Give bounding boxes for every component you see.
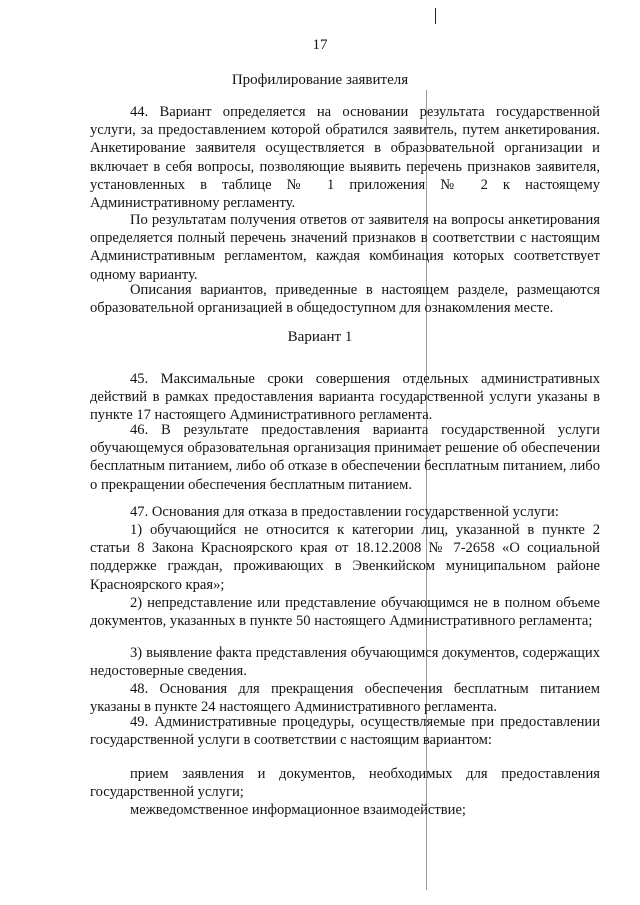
section-heading-variant-1: Вариант 1 bbox=[287, 329, 353, 345]
paragraph-48: 48. Основания для прекращения обеспечения бесплатным питанием указаны в пункте 24 настоящего Административного регламента. bbox=[90, 681, 600, 716]
paragraph-descriptions: Описания вариантов, приведенные в настоящем разделе, размещаются образовательной организацией в общедоступном для ознакомления месте. bbox=[90, 282, 600, 317]
paragraph-47: 47. Основания для отказа в предоставлении государственной услуги: bbox=[130, 504, 559, 520]
scan-line-top bbox=[435, 8, 436, 24]
paragraph-44: 44. Вариант определяется на основании результата государственной услуги, за предоставлением которой обратился заявитель, путем анкетирования. Анкетирование заявителя осуществляется в образовательной организации и включает в себя вопросы, позволяющие выявить перечень признаков заявителя, установленных в таблице № 1 приложения № 2 к настоящему Административному регламенту. bbox=[90, 104, 600, 212]
paragraph-47-item-3: 3) выявление факта представления обучающимся документов, содержащих недостоверные сведения. bbox=[90, 645, 600, 680]
paragraph-49-item-1: прием заявления и документов, необходимых для предоставления государственной услуги; bbox=[90, 766, 600, 801]
paragraph-answers: По результатам получения ответов от заявителя на вопросы анкетирования определяется полный перечень значений признаков в соответствии с настоящим Административным регламентом, каждая комбинация которых соответствует одному варианту. bbox=[90, 212, 600, 283]
page-number: 17 bbox=[312, 37, 328, 53]
paragraph-49: 49. Административные процедуры, осуществляемые при предоставлении государственной услуги в соответствии с настоящим вариантом: bbox=[90, 714, 600, 749]
paragraph-47-item-2: 2) непредставление или представление обучающимся не в полном объеме документов, указанных в пункте 50 настоящего Административного регламента; bbox=[90, 595, 600, 630]
paragraph-46: 46. В результате предоставления варианта государственной услуги обучающемуся образовательная организация принимает решение об обеспечении бесплатным питанием, либо об отказе в обеспечении бесплатным питанием, либо о прекращении обеспечения бесплатным питанием. bbox=[90, 422, 600, 493]
section-heading-profiling: Профилирование заявителя bbox=[231, 72, 409, 88]
paragraph-47-item-1: 1) обучающийся не относится к категории лиц, указанной в пункте 2 статьи 8 Закона Красноярского края от 18.12.2008 № 7-2658 «О социальной поддержке граждан, проживающих в Эвенкийском муниципальном районе Красноярского края»; bbox=[90, 522, 600, 593]
paragraph-45: 45. Максимальные сроки совершения отдельных административных действий в рамках предоставления варианта государственной услуги указаны в пункте 17 настоящего Административного регламента. bbox=[90, 371, 600, 424]
paragraph-49-item-2: межведомственное информационное взаимодействие; bbox=[130, 802, 466, 818]
